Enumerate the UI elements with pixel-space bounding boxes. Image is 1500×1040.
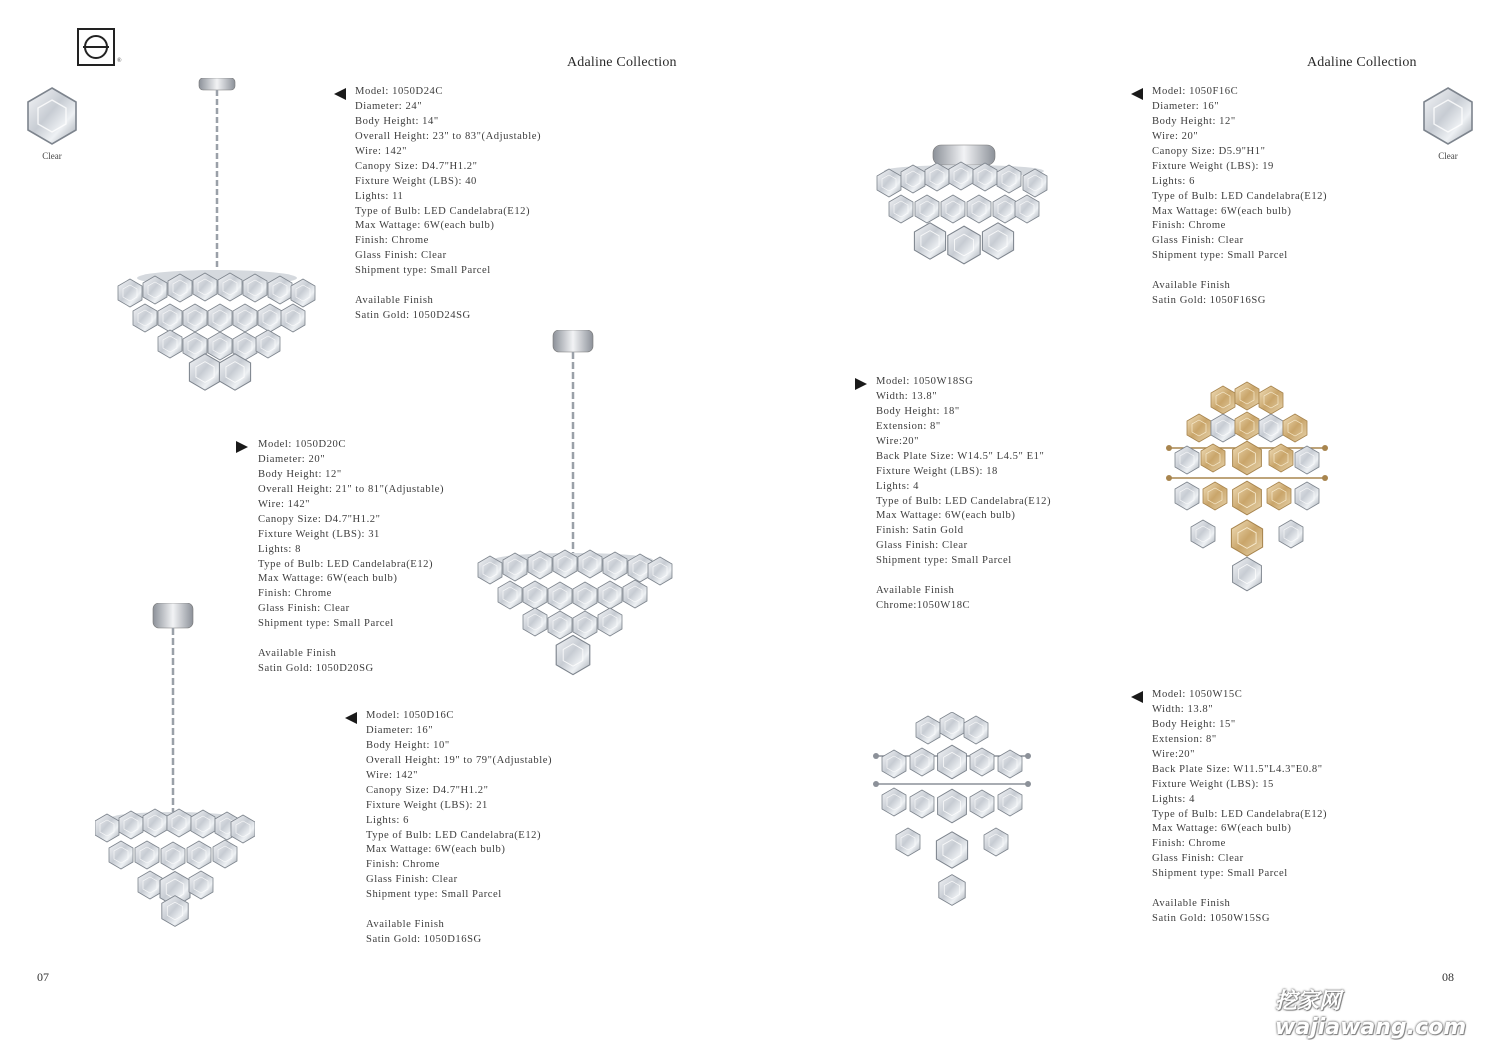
spec-gap xyxy=(1152,264,1327,279)
spec-gap xyxy=(355,279,541,294)
spec-line: Type of Bulb: LED Candelabra(E12) xyxy=(355,205,531,217)
spec-gap xyxy=(1152,882,1327,897)
spec-line: Fixture Weight (LBS): 21 xyxy=(366,799,488,811)
spec-line: Canopy Size: D5.9"H1" xyxy=(1152,145,1266,157)
spec-line: Wire: 20" xyxy=(1152,130,1199,142)
available-finish-value: Satin Gold: 1050W15SG xyxy=(1152,913,1271,925)
page-number-right: 08 xyxy=(1442,970,1454,984)
spec-line: Finish: Chrome xyxy=(258,588,332,600)
spec-line: Shipment type: Small Parcel xyxy=(366,889,502,901)
spec-line: Wire:20" xyxy=(1152,748,1196,760)
spec-block-1050d16c xyxy=(366,709,552,948)
pointer-right-icon xyxy=(236,441,248,453)
spec-line: Body Height: 18" xyxy=(876,405,960,417)
spec-line: Max Wattage: 6W(each bulb) xyxy=(1152,205,1292,217)
spec-block-1050w15c xyxy=(1152,688,1327,927)
pointer-left-icon xyxy=(334,88,346,100)
spec-line: Extension: 8" xyxy=(876,420,941,432)
right-swatch xyxy=(1418,86,1478,146)
spec-gap xyxy=(258,632,444,647)
spec-line: Type of Bulb: LED Candelabra(E12) xyxy=(1152,808,1328,820)
spec-line: Body Height: 10" xyxy=(366,739,450,751)
spec-line: Lights: 4 xyxy=(1152,793,1195,805)
spec-line: Wire: 142" xyxy=(355,145,408,157)
spec-line: Diameter: 16" xyxy=(1152,100,1220,112)
spec-line: Fixture Weight (LBS): 40 xyxy=(355,175,477,187)
spec-block-1050w18sg xyxy=(876,375,1051,614)
spec-line: Finish: Satin Gold xyxy=(876,525,964,537)
spec-line: Type of Bulb: LED Candelabra(E12) xyxy=(258,558,434,570)
spec-line: Finish: Chrome xyxy=(366,859,440,871)
product-image-1050w18sg xyxy=(1163,378,1331,596)
spec-line: Canopy Size: D4.7"H1.2" xyxy=(355,160,478,172)
available-finish-label: Available Finish xyxy=(876,585,955,597)
brand-logo xyxy=(77,28,121,68)
spec-line: Model: 1050W15C xyxy=(1152,689,1243,700)
product-image-1050w15c xyxy=(872,712,1032,912)
spec-line: Width: 13.8" xyxy=(1152,703,1214,715)
available-finish-value: Satin Gold: 1050F16SG xyxy=(1152,295,1266,307)
spec-line: Glass Finish: Clear xyxy=(1152,853,1244,865)
site-watermark: 挖家网 wajiawang.com xyxy=(1275,989,1467,1040)
spec-line: Lights: 4 xyxy=(876,480,919,492)
product-image-1050f16c xyxy=(875,143,1053,283)
spec-line: Type of Bulb: LED Candelabra(E12) xyxy=(366,829,542,841)
spec-line: Canopy Size: D4.7"H1.2" xyxy=(366,784,489,796)
spec-line: Wire: 142" xyxy=(366,769,419,781)
spec-line: Body Height: 12" xyxy=(1152,115,1236,127)
spec-line: Wire:20" xyxy=(876,435,920,447)
spec-line: Lights: 6 xyxy=(366,814,409,826)
spec-line: Max Wattage: 6W(each bulb) xyxy=(1152,823,1292,835)
spec-line: Shipment type: Small Parcel xyxy=(258,618,394,630)
available-finish-label: Available Finish xyxy=(355,295,434,307)
spec-line: Overall Height: 23" to 83"(Adjustable) xyxy=(355,130,542,142)
spec-line: Fixture Weight (LBS): 15 xyxy=(1152,778,1274,790)
spec-block-1050f16c xyxy=(1152,85,1327,309)
spec-line: Glass Finish: Clear xyxy=(1152,235,1244,247)
spec-line: Glass Finish: Clear xyxy=(258,603,350,615)
spec-line: Wire: 142" xyxy=(258,498,311,510)
spec-line: Max Wattage: 6W(each bulb) xyxy=(876,510,1016,522)
spec-line: Lights: 8 xyxy=(258,543,301,555)
available-finish-label: Available Finish xyxy=(366,919,445,931)
spec-line: Width: 13.8" xyxy=(876,390,938,402)
spec-line: Type of Bulb: LED Candelabra(E12) xyxy=(876,495,1052,507)
page-number-left: 07 xyxy=(37,970,49,984)
pointer-left-icon xyxy=(345,712,357,724)
product-image-1050d24c xyxy=(115,78,320,403)
available-finish-value: Satin Gold: 1050D16SG xyxy=(366,934,482,946)
pointer-left-icon xyxy=(1131,88,1143,100)
left-collection-title: Adaline Collection xyxy=(567,55,677,70)
spec-line: Extension: 8" xyxy=(1152,733,1217,745)
left-swatch xyxy=(22,86,82,146)
available-finish-value: Satin Gold: 1050D24SG xyxy=(355,310,471,322)
product-image-1050d20c xyxy=(475,330,675,685)
available-finish-label: Available Finish xyxy=(1152,898,1231,910)
spec-line: Overall Height: 21" to 81"(Adjustable) xyxy=(258,483,445,495)
spec-line: Back Plate Size: W14.5" L4.5" E1" xyxy=(876,450,1045,462)
brand-logo-icon xyxy=(77,28,121,68)
spec-line: Max Wattage: 6W(each bulb) xyxy=(258,573,398,585)
spec-line: Shipment type: Small Parcel xyxy=(876,555,1012,567)
spec-line: Lights: 6 xyxy=(1152,175,1195,187)
available-finish-label: Available Finish xyxy=(258,648,337,660)
available-finish-value: Satin Gold: 1050D20SG xyxy=(258,663,374,675)
spec-line: Shipment type: Small Parcel xyxy=(1152,250,1288,262)
right-collection-title: Adaline Collection xyxy=(1307,55,1417,70)
spec-line: Model: 1050D16C xyxy=(366,710,454,721)
spec-line: Glass Finish: Clear xyxy=(355,250,447,262)
spec-line: Fixture Weight (LBS): 19 xyxy=(1152,160,1274,172)
product-image-1050d16c xyxy=(95,603,255,928)
spec-line: Diameter: 16" xyxy=(366,724,434,736)
spec-line: Overall Height: 19" to 79"(Adjustable) xyxy=(366,754,553,766)
spec-line: Model: 1050W18SG xyxy=(876,376,974,387)
spec-line: Finish: Chrome xyxy=(1152,838,1226,850)
spec-line: Model: 1050D20C xyxy=(258,439,346,450)
spec-gap xyxy=(876,569,1051,584)
spec-line: Diameter: 20" xyxy=(258,453,326,465)
spec-line: Shipment type: Small Parcel xyxy=(1152,868,1288,880)
spec-line: Glass Finish: Clear xyxy=(366,874,458,886)
spec-line: Model: 1050F16C xyxy=(1152,86,1239,97)
left-swatch-label: Clear xyxy=(42,151,62,161)
crystal-swatch-icon xyxy=(22,86,82,146)
available-finish-value: Chrome:1050W18C xyxy=(876,600,971,612)
spec-line: Shipment type: Small Parcel xyxy=(355,265,491,277)
spec-line: Diameter: 24" xyxy=(355,100,423,112)
spec-line: Fixture Weight (LBS): 18 xyxy=(876,465,998,477)
spec-line: Finish: Chrome xyxy=(355,235,429,247)
spec-line: Canopy Size: D4.7"H1.2" xyxy=(258,513,381,525)
crystal-swatch-icon xyxy=(1418,86,1478,146)
spec-line: Model: 1050D24C xyxy=(355,86,443,97)
spec-line: Type of Bulb: LED Candelabra(E12) xyxy=(1152,190,1328,202)
spec-line: Fixture Weight (LBS): 31 xyxy=(258,528,380,540)
logo-registered-mark: ® xyxy=(117,58,122,64)
spec-block-1050d24c xyxy=(355,85,541,324)
spec-line: Lights: 11 xyxy=(355,190,404,202)
spec-line: Body Height: 15" xyxy=(1152,718,1236,730)
spec-line: Max Wattage: 6W(each bulb) xyxy=(366,844,506,856)
spec-line: Body Height: 12" xyxy=(258,468,342,480)
pointer-left-icon xyxy=(1131,691,1143,703)
spec-gap xyxy=(366,903,552,918)
spec-line: Body Height: 14" xyxy=(355,115,439,127)
spec-line: Finish: Chrome xyxy=(1152,220,1226,232)
pointer-right-icon xyxy=(855,378,867,390)
spec-line: Glass Finish: Clear xyxy=(876,540,968,552)
spec-line: Max Wattage: 6W(each bulb) xyxy=(355,220,495,232)
spec-block-1050d20c xyxy=(258,438,444,677)
spec-line: Back Plate Size: W11.5"L4.3"E0.8" xyxy=(1152,763,1323,775)
available-finish-label: Available Finish xyxy=(1152,280,1231,292)
right-swatch-label: Clear xyxy=(1438,151,1458,161)
